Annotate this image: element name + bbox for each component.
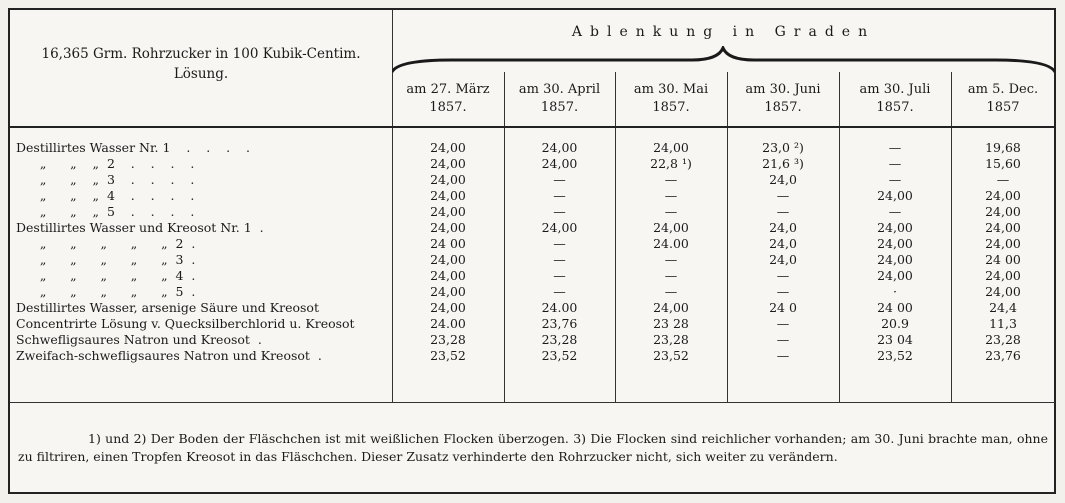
table-cell: 24,0: [769, 172, 797, 187]
table-cell: 24,0: [769, 252, 797, 267]
table-page: [8, 8, 1056, 494]
table-cell: 24,00: [430, 172, 466, 187]
table-cell: 24,00: [877, 236, 913, 251]
row-label: Concentrirte Lösung v. Quecksilberchlorid u. Kreosot: [16, 316, 355, 331]
table-row: [10, 204, 1055, 220]
column-header-year: 1857.: [764, 100, 802, 115]
table-cell: 23,52: [877, 348, 913, 363]
table-cell: 23,76: [985, 348, 1021, 363]
table-cell: —: [776, 204, 790, 219]
table-cell: —: [553, 172, 566, 187]
column-header-date: am 27. März: [406, 82, 490, 97]
table-row: [10, 348, 1055, 364]
table-row: [10, 140, 1055, 156]
table-cell: 11,3: [989, 316, 1017, 331]
table-cell: 23,76: [541, 316, 578, 331]
table-cell: 24,00: [985, 236, 1021, 251]
row-label: Schwefligsaures Natron und Kreosot .: [16, 332, 262, 347]
column-header-date: am 5. Dec.: [967, 82, 1039, 97]
column-header: [951, 72, 1055, 126]
column-header-date: am 30. April: [518, 82, 601, 97]
header-rule: [10, 126, 1055, 128]
table-cell: 24 00: [430, 236, 466, 251]
table-cell: 24 0: [769, 300, 797, 315]
table-row: [10, 156, 1055, 172]
table-cell: 23,0 ²): [762, 140, 804, 155]
table-cell: —: [776, 284, 790, 299]
table-row: [10, 268, 1055, 284]
table-cell: 24,00: [877, 252, 913, 267]
column-header-date: am 30. Juni: [745, 82, 821, 97]
table-cell: —: [553, 236, 566, 251]
row-label: Destillirtes Wasser Nr. 1 . . . .: [16, 140, 250, 155]
table-cell: —: [776, 188, 790, 203]
row-label: „ „ „ 4 . . . .: [16, 188, 195, 203]
table-cell: 24 00: [877, 300, 913, 315]
table-cell: —: [664, 188, 678, 203]
table-cell: 23,28: [430, 332, 466, 347]
left-header-line2: Lösung.: [173, 66, 229, 82]
table-cell: 24,00: [541, 220, 578, 235]
table-cell: 19,68: [985, 140, 1021, 155]
table-cell: 24,00: [541, 140, 578, 155]
table-cell: 24,00: [653, 300, 689, 315]
table-cell: 24,00: [430, 252, 466, 267]
table-cell: —: [888, 204, 902, 219]
table-cell: 20.9: [881, 316, 909, 331]
table-cell: —: [664, 204, 678, 219]
row-label: Destillirtes Wasser und Kreosot Nr. 1 .: [16, 220, 264, 235]
table-cell: 23,52: [541, 348, 578, 363]
row-label: Zweifach-schwefligsaures Natron und Kreosot .: [16, 348, 322, 363]
table-cell: 24,00: [985, 204, 1021, 219]
table-cell: 24,00: [430, 284, 466, 299]
table-row: [10, 172, 1055, 188]
bottom-rule: [10, 402, 1055, 403]
row-label: Destillirtes Wasser, arsenige Säure und Kreosot: [16, 300, 319, 315]
row-label: „ „ „ „ „ 2 .: [16, 236, 196, 251]
table-cell: 23,28: [541, 332, 578, 347]
table-cell: 24.00: [430, 316, 466, 331]
table-cell: 24,00: [877, 188, 913, 203]
table-row: [10, 316, 1055, 332]
table-cell: 23,28: [985, 332, 1021, 347]
left-header: [10, 44, 392, 84]
table-cell: —: [553, 204, 566, 219]
table-cell: 24,00: [985, 220, 1021, 235]
table-cell: 23 04: [877, 332, 913, 347]
table-cell: —: [664, 172, 678, 187]
table-cell: 22,8 ¹): [650, 156, 692, 171]
table-cell: —: [888, 172, 902, 187]
row-label: „ „ „ „ „ 5 .: [16, 284, 196, 299]
table-cell: 24 00: [985, 252, 1021, 267]
column-header-year: 1857.: [652, 100, 690, 115]
table-cell: —: [553, 268, 566, 283]
table-cell: ·: [893, 284, 897, 299]
column-header-year: 1857.: [876, 100, 914, 115]
column-header: [839, 72, 951, 126]
table-cell: —: [664, 252, 678, 267]
table-row: [10, 300, 1055, 316]
table-cell: 24,4: [989, 300, 1017, 315]
table-cell: 24,00: [430, 300, 466, 315]
table-cell: 23,28: [653, 332, 689, 347]
table-cell: 24,0: [769, 220, 797, 235]
table-cell: —: [996, 172, 1010, 187]
table-cell: 24,00: [985, 188, 1021, 203]
brace-decoration: [392, 46, 1055, 74]
table-row: [10, 236, 1055, 252]
table-cell: 24,00: [877, 268, 913, 283]
table-cell: 23 28: [653, 316, 689, 331]
table-cell: 24,00: [653, 140, 689, 155]
table-cell: —: [553, 252, 566, 267]
table-row: [10, 284, 1055, 300]
table-cell: —: [776, 316, 790, 331]
table-cell: 24.00: [653, 236, 689, 251]
table-cell: 24,00: [430, 220, 466, 235]
table-cell: 23,52: [653, 348, 689, 363]
table-cell: —: [888, 156, 902, 171]
column-header-year: 1857: [986, 100, 1020, 115]
table-row: [10, 188, 1055, 204]
column-header: [504, 72, 615, 126]
table-cell: 23,52: [430, 348, 466, 363]
table-cell: 24,0: [769, 236, 797, 251]
table-row: [10, 252, 1055, 268]
row-label: „ „ „ 2 . . . .: [16, 156, 195, 171]
table-cell: 24,00: [653, 220, 689, 235]
table-cell: —: [776, 332, 790, 347]
table-cell: 24,00: [430, 204, 466, 219]
table-cell: 24,00: [430, 268, 466, 283]
table-cell: 21,6 ³): [762, 156, 804, 171]
left-header-line1: 16,365 Grm. Rohrzucker in 100 Kubik-Centim.: [41, 46, 361, 62]
table-cell: —: [776, 348, 790, 363]
column-header-date: am 30. Juli: [859, 82, 931, 97]
table-cell: 24,00: [430, 140, 466, 155]
group-header: Ablenkung in Graden: [571, 24, 876, 40]
row-label: „ „ „ „ „ 3 .: [16, 252, 196, 267]
table-cell: —: [664, 268, 678, 283]
table-row: [10, 220, 1055, 236]
table-cell: 24,00: [430, 188, 466, 203]
column-header: [615, 72, 727, 126]
table-cell: 24,00: [541, 156, 578, 171]
table-cell: 24.00: [541, 300, 578, 315]
table-cell: —: [553, 284, 566, 299]
table-cell: 24,00: [877, 220, 913, 235]
table-cell: —: [888, 140, 902, 155]
footnote: 1) und 2) Der Boden der Fläschchen ist mit weißlichen Flocken überzogen. 3) Die Flocken sind reichlicher vorhanden; am 30. Juni brachte man, ohne zu filtriren, einen Tropfen Kreosot in das Fläschchen. Dieser Zusatz verhinderte den Rohrzucker nicht, sich weiter zu verändern.: [18, 431, 1048, 464]
table-row: [10, 332, 1055, 348]
row-label: „ „ „ 3 . . . .: [16, 172, 195, 187]
table-cell: 24,00: [985, 284, 1021, 299]
table-cell: 15,60: [985, 156, 1021, 171]
column-header: [727, 72, 839, 126]
table-cell: —: [664, 284, 678, 299]
table-cell: —: [776, 268, 790, 283]
column-header: [392, 72, 504, 126]
table-cell: —: [553, 188, 566, 203]
column-header-date: am 30. Mai: [633, 82, 709, 97]
column-header-year: 1857.: [429, 100, 467, 115]
table-cell: 24,00: [985, 268, 1021, 283]
row-label: „ „ „ 5 . . . .: [16, 204, 195, 219]
column-header-year: 1857.: [540, 100, 579, 115]
row-label: „ „ „ „ „ 4 .: [16, 268, 196, 283]
table-cell: 24,00: [430, 156, 466, 171]
